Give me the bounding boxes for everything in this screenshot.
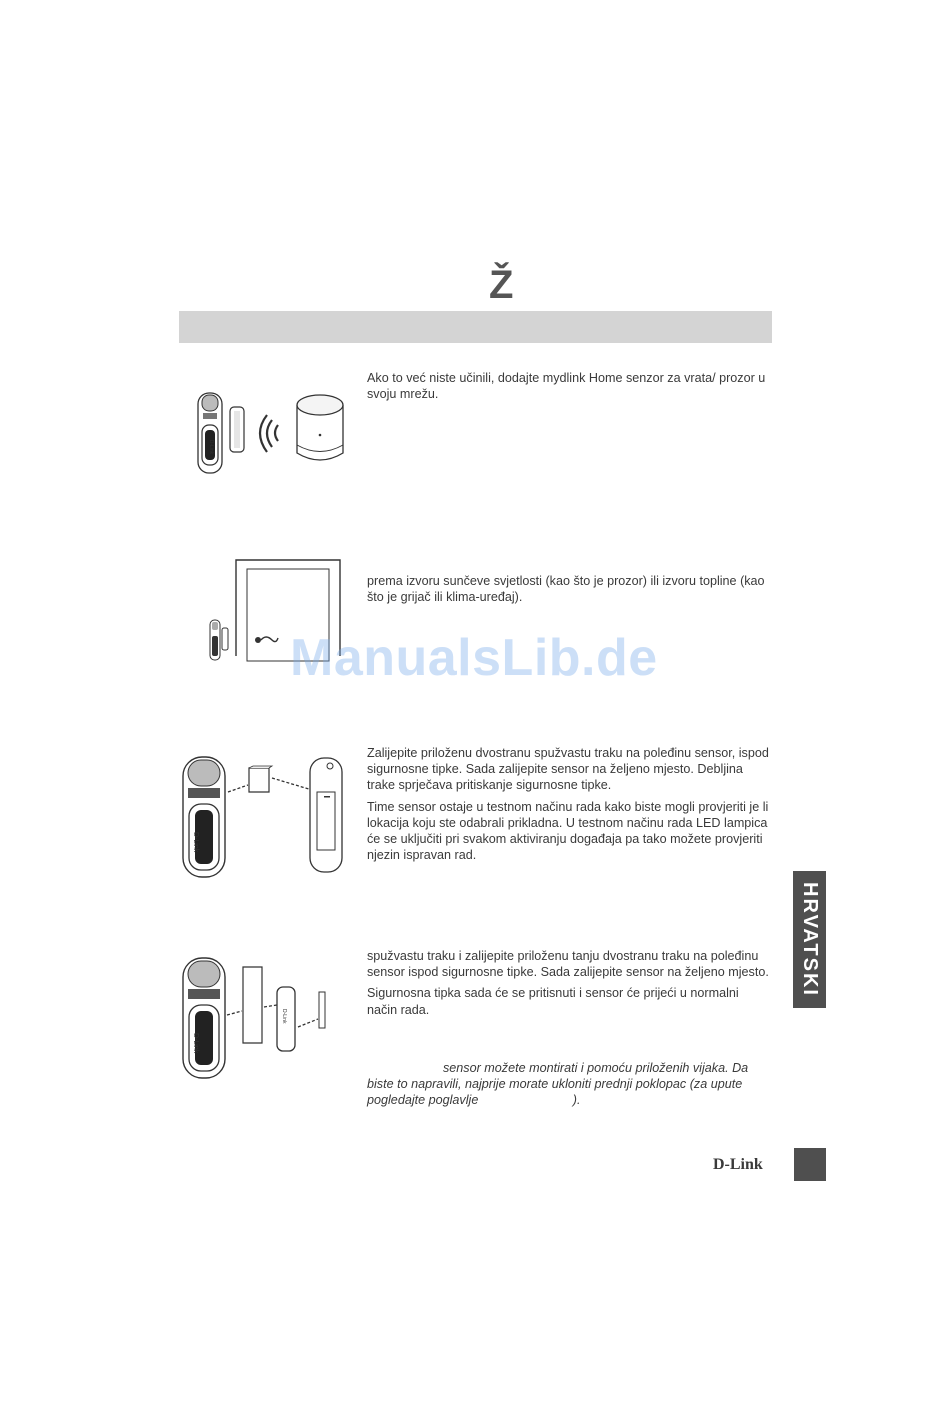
page-number-box (794, 1148, 826, 1181)
language-tab-label: HRVATSKI (799, 882, 821, 997)
step1-text (367, 370, 772, 407)
device-label: D-Link (208, 439, 214, 455)
wireless-signal-icon (260, 415, 278, 452)
language-tab (793, 871, 826, 1008)
step4-illustration (180, 955, 335, 1085)
step4-note: sensor možete montirati i pomoću priloženih vijaka. Da biste to napravili, najprije morate ukloniti prednji poklopac (za upute pogledajte poglavlje ). (367, 1061, 752, 1108)
page-heading: Ž (489, 263, 514, 307)
step3-text (367, 745, 772, 868)
step4-text (367, 948, 772, 1023)
step3-paragraph-2: Time sensor ostaje u testnom načinu rada kako biste mogli provjeriti je li lokacija koju ste odabrali prikladna. U testnom načinu rada LED lampica će se uključiti pri svakom aktiviranju događaja pa tako možete provjeriti njezin ispravan rad. (367, 799, 769, 863)
step3-illustration (180, 752, 355, 882)
step2-text (367, 573, 772, 610)
step2-paragraph: prema izvoru sunčeve svjetlosti (kao što je prozor) ili izvoru topline (kao što je grijač ili klima-uređaj). (367, 574, 765, 605)
step3-paragraph-1: Zalijepite priloženu dvostranu spužvastu traku na poleđinu sensor, ispod sigurnosne tipke. Sada zalijepite sensor na željeno mjesto. Debljina trake sprječava pritiskanje sigurnosne tipke. (367, 746, 769, 793)
step4-paragraph-2: Sigurnosna tipka sada će se pritisnuti i sensor će prijeći u normalni način rada. (367, 986, 739, 1017)
brand-logo: D-Link (713, 1156, 763, 1173)
hub-illustration (297, 395, 343, 460)
device-label: D-Link (281, 1009, 287, 1024)
step1-paragraph: Ako to već niste učinili, dodajte mydlink Home senzor za vrata/ prozor u svoju mrežu. (367, 371, 766, 402)
step4-paragraph-1: spužvastu traku i zalijepite priloženu tanju dvostranu traku na poleđinu sensor ispod sigurnosne tipke. Sada zalijepite sensor na željeno mjesto. (367, 949, 769, 980)
step1-illustration (190, 385, 360, 480)
watermark: ManualsLib.de (290, 629, 658, 687)
section-header-bar (179, 311, 772, 343)
device-label: D-Link (192, 832, 199, 853)
device-label: D-Link (192, 1033, 199, 1054)
